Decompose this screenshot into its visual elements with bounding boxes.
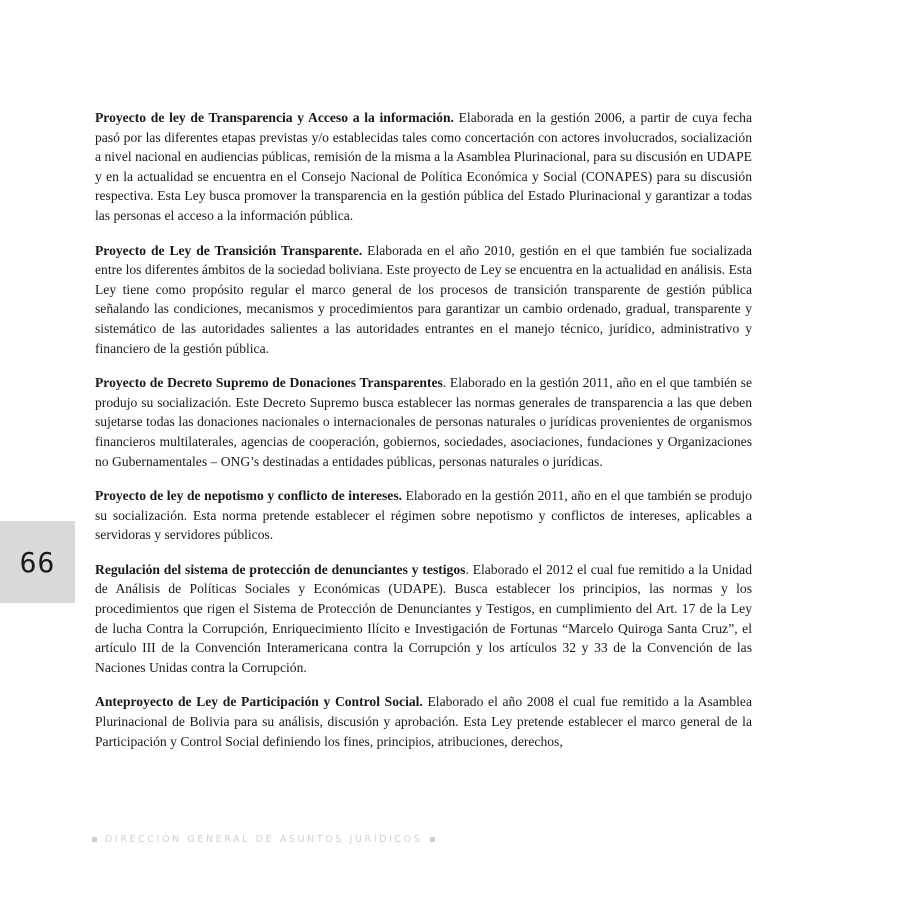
page-footer bbox=[92, 834, 435, 845]
paragraph-donaciones-transparentes bbox=[95, 373, 752, 471]
paragraph-nepotismo bbox=[95, 486, 752, 545]
document-body bbox=[95, 108, 752, 766]
paragraph-title: Anteproyecto de Ley de Participación y Control Social. bbox=[95, 694, 423, 710]
footer-square-left-icon bbox=[92, 837, 97, 842]
paragraph-text: Elaborado en la gestión 2011, año en el que también se produjo su socialización. Esta norma pretende establecer el régimen sobre nepotismo y conflictos de intereses, aplicables a servidoras y servidores públicos. bbox=[95, 488, 752, 543]
paragraph-text: . Elaborado el 2012 el cual fue remitido a la Unidad de Análisis de Políticas Sociales y Económicas (UDAPE). Busca establecer los principios, las normas y los procedimientos que rigen el Sistema de Protección de Denunciantes y Testigos, en cumplimiento del Art. 17 de la Ley de lucha Contra la Corrupción, Enriquecimiento Ilícito e Investigación de Fortunas “Marcelo Quiroga Santa Cruz”, el artículo III de la Convención Interamericana contra la Corrupción y los artículos 32 y 33 de la Convención de las Naciones Unidas contra la Corrupción. bbox=[95, 561, 752, 675]
footer-square-right-icon bbox=[430, 837, 435, 842]
paragraph-text: . Elaborado en la gestión 2011, año en el que también se produjo su socialización. Este Decreto Supremo busca establecer las normas generales de transparencia a las que deben sujetarse todas las donaciones nacionales o internacionales de personas naturales o jurídicas provenientes de organismos financieros multilaterales, agencias de cooperación, gobiernos, sociedades, asociaciones, fundaciones y Organizaciones no Gubernamentales – ONG’s destinadas a entidades públicas, personas naturales o jurídicas. bbox=[95, 375, 752, 469]
page-number: 66 bbox=[19, 545, 56, 579]
paragraph-transicion-transparente bbox=[95, 241, 752, 359]
paragraph-text: Elaborado el año 2008 el cual fue remitido a la Asamblea Plurinacional de Bolivia para su análisis, discusión y aprobación. Esta Ley pretende establecer el marco general de la Participación y Control Social definiendo los fines, principios, atribuciones, derechos, bbox=[95, 694, 753, 749]
footer-text: DIRECCIÓN GENERAL DE ASUNTOS JURÍDICOS bbox=[105, 834, 423, 845]
paragraph-title: Proyecto de Ley de Transición Transparente. bbox=[95, 242, 363, 258]
paragraph-proteccion-denunciantes bbox=[95, 560, 752, 678]
paragraph-text: Elaborada en el año 2010, gestión en el que también fue socializada entre los diferentes ámbitos de la sociedad boliviana. Este proyecto de Ley se encuentra en la actualidad en análisis. Esta Ley tiene como propósito regular el marco general de los procesos de transición transparente de gestión pública señalando las condiciones, mecanismos y procedimientos para garantizar un cambio ordenado, gradual, transparente y sistemático de las autoridades salientes a las autoridades entrantes en el manejo técnico, jurídico, administrativo y financiero de la gestión pública. bbox=[95, 242, 752, 356]
paragraph-title: Proyecto de Decreto Supremo de Donaciones Transparentes bbox=[95, 375, 443, 391]
paragraph-text: Elaborada en la gestión 2006, a partir de cuya fecha pasó por las diferentes etapas previstas y/o establecidas tales como concertación con actores involucrados, socialización a nivel nacional en audiencias públicas, remisión de la misma a la Asamblea Plurinacional, para su discusión en UDAPE y en la actualidad se encuentra en el Consejo Nacional de Política Económica y Social (CONAPES) para su discusión respectiva. Esta Ley busca promover la transparencia en la gestión pública del Estado Plurinacional y garantizar a todas las personas el acceso a la información pública. bbox=[95, 110, 752, 223]
paragraph-participacion-control-social bbox=[95, 692, 752, 751]
paragraph-ley-transparencia bbox=[95, 108, 752, 226]
paragraph-title: Proyecto de ley de nepotismo y conflicto de intereses. bbox=[95, 488, 403, 504]
paragraph-title: Regulación del sistema de protección de denunciantes y testigos bbox=[95, 561, 466, 577]
page-number-tab bbox=[0, 521, 75, 603]
paragraph-title: Proyecto de ley de Transparencia y Acceso a la información. bbox=[95, 110, 454, 125]
